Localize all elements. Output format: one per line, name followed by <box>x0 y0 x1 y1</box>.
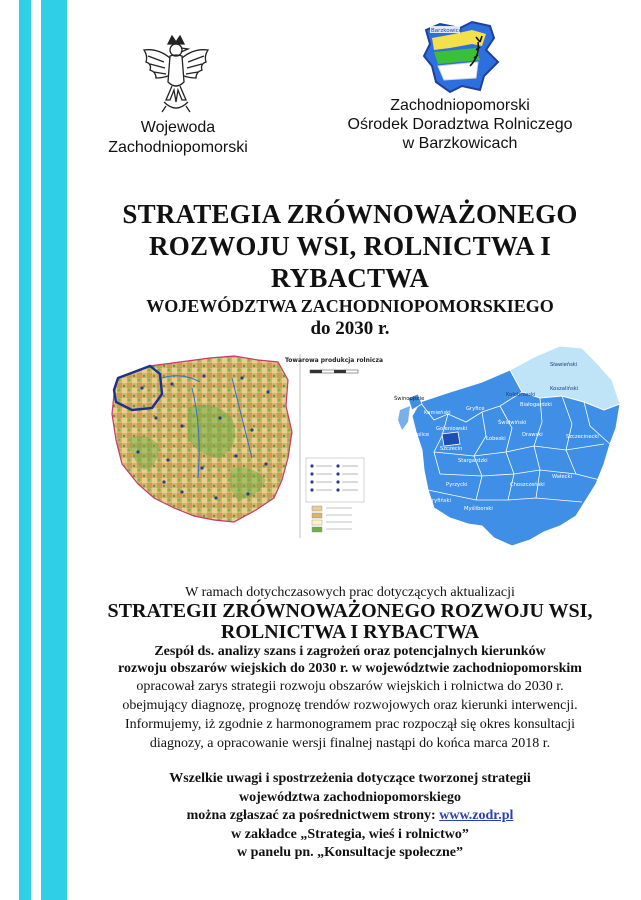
county-label: Białogardzki <box>520 402 552 408</box>
county-label: Police <box>414 432 430 438</box>
cyan-stripe-right <box>41 0 67 900</box>
poland-agriculture-map <box>102 348 384 541</box>
county-label: Gryfice <box>466 406 485 412</box>
county-label: Sławieński <box>550 362 578 368</box>
zachodniopomorskie-county-map <box>390 340 628 550</box>
footer-line-3 <box>72 807 628 826</box>
document-title <box>70 198 630 341</box>
cyan-stripe-left <box>19 0 31 900</box>
footer-line-4: w zakładce „Strategia, wieś i rolnictwo” <box>231 826 469 842</box>
map-left-scale-bar <box>310 370 358 373</box>
left-org-line-2: Zachodniopomorski <box>108 139 248 156</box>
footer-line-5: w panelu pn. „Konsultacje społeczne” <box>237 845 463 861</box>
consultation-footer <box>72 770 628 863</box>
county-label: Koszaliński <box>550 386 579 392</box>
description-line-3: Informujemy, iż zgodnie z harmonogramem prac rozpoczął się okres konsultacji <box>124 717 576 732</box>
description-line-1: opracował zarys strategii rozwoju obszarów wiejskich i rolnictwa do 2030 r. <box>136 679 564 694</box>
county-label: Drawski <box>522 432 543 438</box>
left-org-line-1: Wojewoda <box>140 119 216 136</box>
zodr-website-link[interactable]: www.zodr.pl <box>439 808 514 824</box>
county-label: Goleniowski <box>436 426 468 432</box>
intro-text: W ramach dotychczasowych prac dotyczących aktualizacji <box>185 585 515 600</box>
right-org-line-2: Ośrodek Doradztwa Rolniczego <box>347 116 573 133</box>
county-label: Choszczeński <box>510 482 545 488</box>
team-text-line-2: rozwoju obszarów wiejskich do 2030 r. w województwie zachodniopomorskim <box>118 661 582 676</box>
county-label: Kołobrzeski <box>506 392 536 398</box>
title-line-1: STRATEGIA ZRÓWNOWAŻONEGO <box>122 199 578 229</box>
zodr-logo-icon <box>420 20 504 94</box>
description-line-4: diagnozy, a opracowanie wersji finalnej nastąpi do końca marca 2018 r. <box>149 736 551 751</box>
map-left-title: Towarowa produkcja rolnicza <box>284 357 384 364</box>
county-label: Stargardzki <box>458 458 488 464</box>
team-text-line-1: Zespół ds. analizy szans i zagrożeń oraz potencjalnych kierunków <box>154 644 546 659</box>
right-org-line-1: Zachodniopomorski <box>390 97 530 114</box>
county-label: Kamieński <box>424 410 451 416</box>
footer-line-2: województwa zachodniopomorskiego <box>238 789 462 805</box>
polish-eagle-emblem-icon <box>134 28 218 118</box>
county-label: Wałecki <box>552 474 572 480</box>
announcement-body <box>72 585 628 753</box>
zodr-logo-text: Barzkowice <box>431 28 463 34</box>
title-line-2: ROZWOJU WSI, ROLNICTWA I RYBACTWA <box>149 231 551 293</box>
footer-line-1: Wszelkie uwagi i spostrzeżenia dotyczące tworzonej strategii <box>169 771 531 786</box>
right-org-line-3: w Barzkowicach <box>402 135 518 152</box>
county-label: Świdwiński <box>498 420 527 426</box>
right-organization-name <box>300 96 620 153</box>
footer-line-3-text: można zgłaszać za pośrednictwem strony: <box>186 808 440 824</box>
title-line-4: do 2030 r. <box>310 318 390 339</box>
county-label: Szczecin <box>440 446 463 452</box>
strategy-subtitle-line-1: STRATEGII ZRÓWNOWAŻONEGO ROZWOJU WSI, <box>107 600 593 622</box>
left-organization-name <box>88 118 268 158</box>
county-label: Szczecinecki <box>566 434 599 440</box>
county-label: Myśliborski <box>464 506 493 512</box>
county-label: Świnoujście <box>394 396 425 402</box>
county-label: Łobeski <box>486 436 506 442</box>
title-line-3: WOJEWÓDZTWA ZACHODNIOPOMORSKIEGO <box>146 296 554 316</box>
strategy-subtitle-line-2: ROLNICTWA I RYBACTWA <box>220 621 480 643</box>
county-label: Gryfiński <box>428 498 451 504</box>
description-line-2: obejmujący diagnozę, prognozę trendów rozwojowych oraz kierunki interwencji. <box>122 698 578 713</box>
county-label: Pyrzycki <box>446 482 468 488</box>
